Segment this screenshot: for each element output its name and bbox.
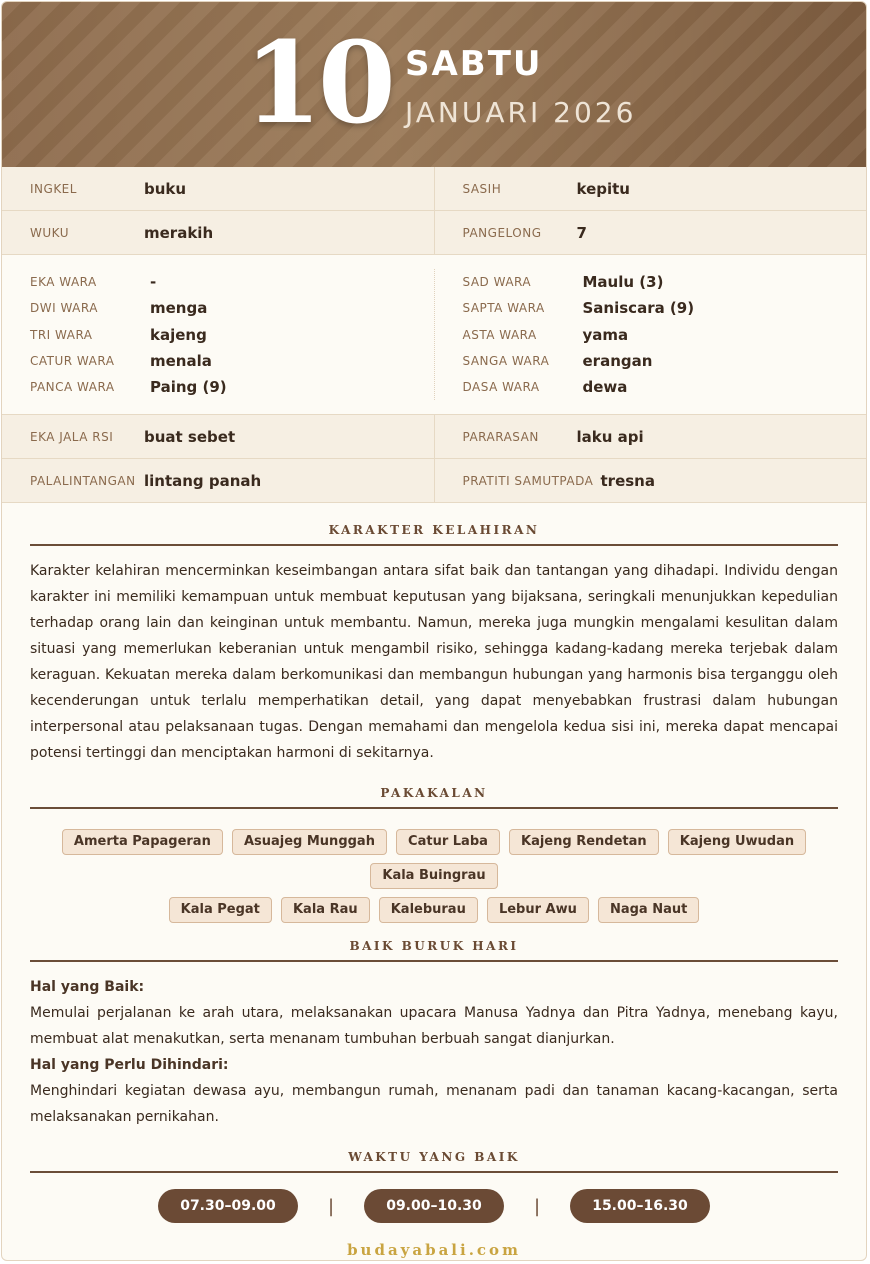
info-sasih <box>434 167 867 210</box>
pakakalan-tag: Kaleburau <box>379 897 478 923</box>
wara-label: SANGA WARA <box>462 354 550 369</box>
info-wuku <box>2 211 434 254</box>
time-slot-pill: 09.00–10.30 <box>364 1189 504 1223</box>
wara-row <box>30 322 434 348</box>
wara-value: kajeng <box>150 325 207 344</box>
wara-row <box>463 269 867 295</box>
pakakalan-tag: Kajeng Rendetan <box>509 829 659 855</box>
time-separator: | <box>327 1195 335 1217</box>
wara-label: ASTA WARA <box>462 327 537 342</box>
day-name: SABTU <box>405 44 543 84</box>
info-label: PALALINTANGAN <box>30 473 136 488</box>
baik-buruk-title: BAIK BURUK HARI <box>30 925 838 962</box>
wara-value: erangan <box>582 352 653 371</box>
pakakalan-tag: Catur Laba <box>396 829 500 855</box>
wara-label: DWI WARA <box>30 301 98 316</box>
wara-value: Maulu (3) <box>582 273 664 292</box>
pakakalan-tag: Kajeng Uwudan <box>668 829 806 855</box>
time-slot-list <box>2 1189 866 1223</box>
info-label: WUKU <box>30 225 69 240</box>
wara-value: menga <box>150 299 208 318</box>
calendar-card <box>1 1 867 1261</box>
info-eka-jala-rsi <box>2 415 434 458</box>
pakakalan-tag: Kala Rau <box>281 897 370 923</box>
wara-left-column <box>2 269 434 400</box>
info-value: kepitu <box>576 179 630 198</box>
time-separator: | <box>533 1195 541 1217</box>
pakakalan-tag: Amerta Papageran <box>62 829 223 855</box>
info-label: PRATITI SAMUTPADA <box>462 473 594 488</box>
wara-row <box>30 295 434 321</box>
pakakalan-tag: Naga Naut <box>598 897 699 923</box>
info-pararasan <box>434 415 867 458</box>
pakakalan-title: PAKAKALAN <box>30 766 838 809</box>
wara-row <box>463 295 867 321</box>
wara-value: dewa <box>582 378 628 397</box>
info-label: PANGELONG <box>462 225 542 240</box>
info-ingkel <box>2 167 434 210</box>
info-value: laku api <box>576 427 644 446</box>
site-footer: budayabali.com <box>347 1241 521 1260</box>
wara-right-column <box>434 269 867 400</box>
info-row-ekajala-pararasan <box>2 415 866 459</box>
info-pangelong <box>434 211 867 254</box>
info-pratiti-samutpada <box>434 459 867 502</box>
baik-buruk-content <box>30 974 838 1130</box>
wara-value: - <box>150 273 157 292</box>
good-heading: Hal yang Baik: <box>30 979 145 996</box>
wara-row <box>30 348 434 374</box>
wara-row <box>463 348 867 374</box>
wara-value: menala <box>150 352 212 371</box>
info-label: INGKEL <box>30 181 77 196</box>
karakter-title: KARAKTER KELAHIRAN <box>30 503 838 546</box>
info-value: merakih <box>144 223 214 242</box>
pakakalan-tag-list <box>30 823 838 925</box>
wara-label: EKA WARA <box>30 275 97 290</box>
wara-value: Saniscara (9) <box>582 299 695 318</box>
wara-grid <box>2 255 866 415</box>
info-row-ingkel-sasih <box>2 167 866 211</box>
info-label: PARARASAN <box>462 429 539 444</box>
info-value: buku <box>144 179 187 198</box>
month-year: JANUARI 2026 <box>405 96 637 129</box>
wara-label: CATUR WARA <box>30 354 115 369</box>
date-header <box>2 2 866 167</box>
waktu-title: WAKTU YANG BAIK <box>30 1130 838 1173</box>
info-value: tresna <box>600 471 655 490</box>
good-text: Memulai perjalanan ke arah utara, melaksanakan upacara Manusa Yadnya dan Pitra Yadnya, menebang kayu, membuat alat menakutkan, serta menanam tumbuhan berbuah sangat dianjurkan. <box>30 1005 838 1048</box>
wara-value: yama <box>582 325 629 344</box>
pakakalan-tag: Lebur Awu <box>487 897 589 923</box>
wara-label: DASA WARA <box>462 380 540 395</box>
day-number: 10 <box>244 18 392 149</box>
avoid-text: Menghindari kegiatan dewasa ayu, membangun rumah, menanam padi dan tanaman kacang-kacangan, serta melaksanakan pernikahan. <box>30 1083 838 1126</box>
pakakalan-tag: Kala Pegat <box>169 897 272 923</box>
info-value: 7 <box>576 223 587 242</box>
wara-row <box>463 322 867 348</box>
info-label: EKA JALA RSI <box>30 429 114 444</box>
avoid-heading: Hal yang Perlu Dihindari: <box>30 1057 229 1074</box>
info-label: SASIH <box>462 181 502 196</box>
info-palalintangan <box>2 459 434 502</box>
wara-row <box>463 374 867 400</box>
time-slot-pill: 15.00–16.30 <box>570 1189 710 1223</box>
info-row-palalintangan-pratiti <box>2 459 866 503</box>
karakter-text: Karakter kelahiran mencerminkan keseimbangan antara sifat baik dan tantangan yang dihadapi. Individu dengan karakter ini memiliki kemampuan untuk membuat keputusan yang bijaksana, seringkali menunjukkan kepedulian terhadap orang lain dan keinginan untuk membantu. Namun, mereka juga mungkin mengalami kesulitan dalam situasi yang memerlukan keberanian untuk mengambil risiko, sehingga kadang-kadang mereka terjebak dalam keraguan. Kekuatan mereka dalam berkomunikasi dan membangun hubungan yang harmonis bisa terganggu oleh kecenderungan untuk terlalu memperhatikan detail, yang dapat menyebabkan frustrasi dalam hubungan interpersonal atau pelaksanaan tugas. Dengan memahami dan mengelola kedua sisi ini, mereka dapat mencapai potensi tertinggi dan menciptakan harmoni di sekitarnya. <box>30 563 838 762</box>
pakakalan-tag: Asuajeg Munggah <box>232 829 387 855</box>
wara-row <box>30 269 434 295</box>
info-row-wuku-pangelong <box>2 211 866 255</box>
info-value: buat sebet <box>144 427 236 446</box>
wara-row <box>30 374 434 400</box>
pakakalan-tag: Kala Buingrau <box>370 863 497 889</box>
wara-label: PANCA WARA <box>30 380 115 395</box>
wara-value: Paing (9) <box>150 378 227 397</box>
time-slot-pill: 07.30–09.00 <box>158 1189 298 1223</box>
wara-label: SAPTA WARA <box>462 301 545 316</box>
wara-label: TRI WARA <box>30 327 93 342</box>
info-value: lintang panah <box>144 471 262 490</box>
wara-label: SAD WARA <box>462 275 532 290</box>
